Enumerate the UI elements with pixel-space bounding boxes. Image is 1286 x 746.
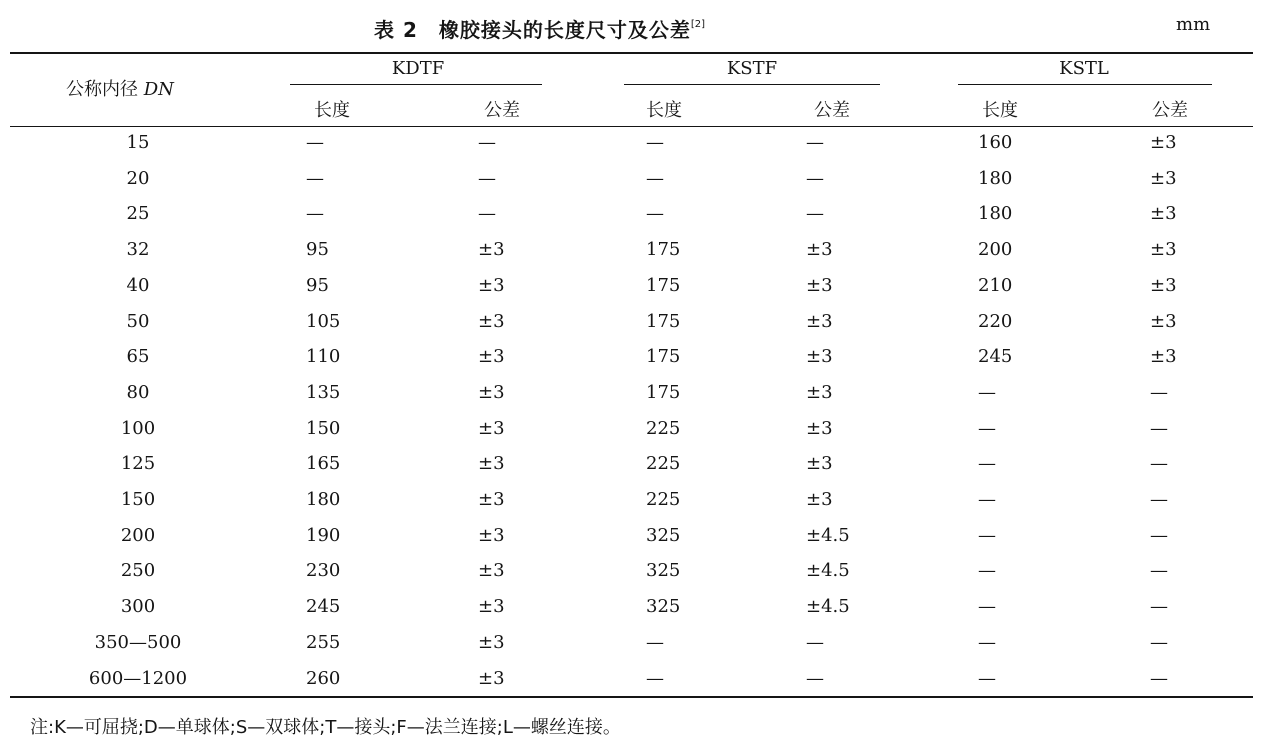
cell-kdtf-length: — [306, 203, 324, 225]
cell-dn: 350—500 [94, 631, 182, 653]
cell-kdtf-tolerance: ±3 [478, 667, 505, 689]
dn-header [66, 75, 174, 101]
cell-kdtf-length: 245 [306, 596, 341, 618]
cell-kstl-length: — [978, 560, 996, 582]
cell-kstf-length: — [646, 667, 664, 689]
top-rule [10, 52, 1253, 54]
cell-kstl-tolerance: ±3 [1150, 239, 1177, 261]
table-row [0, 376, 1286, 412]
subheader-tolerance-kdtf: 公差 [484, 100, 520, 121]
cell-dn: 150 [120, 489, 156, 510]
table-caption [374, 14, 705, 43]
group-header-kstf: KSTF [726, 58, 778, 79]
table-row [0, 340, 1286, 376]
cell-kdtf-tolerance: ±3 [478, 346, 505, 368]
cell-kdtf-length: 105 [306, 310, 341, 332]
cell-kstf-length: 175 [646, 346, 681, 368]
cell-kstl-tolerance: ±3 [1150, 274, 1177, 296]
cell-dn: 15 [126, 132, 150, 153]
reference-marker: [2] [690, 19, 706, 30]
cell-kstl-length: — [978, 381, 996, 403]
table-row [0, 197, 1286, 233]
cell-kdtf-length: 95 [306, 274, 329, 296]
cell-kstl-length: 220 [978, 310, 1013, 332]
cell-kstf-length: 175 [646, 274, 681, 296]
cell-kstl-tolerance: — [1150, 524, 1168, 546]
cell-kstl-length: — [978, 489, 996, 510]
dn-header-label: 公称内径 [66, 79, 144, 100]
cell-kstl-tolerance: — [1150, 596, 1168, 618]
cell-kstl-length: 160 [978, 132, 1013, 153]
group-header-kdtf: KDTF [391, 58, 445, 79]
cell-kstl-tolerance: ±3 [1150, 310, 1177, 332]
cell-kdtf-length: 260 [306, 667, 341, 689]
cell-kstf-length: 225 [646, 453, 681, 475]
table-row [0, 590, 1286, 626]
dn-header-symbol: DN [143, 79, 174, 100]
cell-kstl-length: — [978, 631, 996, 653]
cell-kstf-tolerance: — [806, 667, 824, 689]
cell-kstf-tolerance: ±4.5 [806, 524, 850, 546]
cell-kstf-tolerance: — [806, 167, 824, 189]
cell-kstl-length: 210 [978, 274, 1013, 296]
cell-kdtf-tolerance: ±3 [478, 453, 505, 475]
cell-kstf-tolerance: ±3 [806, 489, 833, 510]
cell-kstf-length: — [646, 167, 664, 189]
cell-kdtf-tolerance: ±3 [478, 417, 505, 439]
cell-kdtf-length: — [306, 167, 324, 189]
table-row [0, 269, 1286, 305]
cell-kdtf-tolerance: ±3 [478, 310, 505, 332]
table-row [0, 162, 1286, 198]
cell-dn: 80 [126, 381, 150, 403]
cell-dn: 32 [126, 239, 150, 261]
cell-kstf-length: — [646, 203, 664, 225]
cell-kstf-length: 225 [646, 417, 681, 439]
cell-kdtf-length: — [306, 132, 324, 153]
group-rule-kstl [958, 84, 1212, 85]
cell-kdtf-tolerance: — [478, 167, 496, 189]
subheader-length-kdtf: 长度 [314, 100, 350, 121]
cell-kstl-length: 200 [978, 239, 1013, 261]
cell-kdtf-tolerance: ±3 [478, 239, 505, 261]
cell-kstf-length: 175 [646, 310, 681, 332]
cell-kstf-length: — [646, 132, 664, 153]
cell-kstl-tolerance: ±3 [1150, 167, 1177, 189]
cell-kstf-length: 175 [646, 239, 681, 261]
cell-kdtf-length: 135 [306, 381, 341, 403]
cell-kstl-tolerance: — [1150, 667, 1168, 689]
cell-kstf-tolerance: ±3 [806, 381, 833, 403]
table-row [0, 483, 1286, 519]
table-title: 表 2 橡胶接头的长度尺寸及公差 [374, 18, 691, 42]
cell-kdtf-tolerance: ±3 [478, 489, 505, 510]
cell-dn: 40 [126, 274, 150, 296]
cell-dn: 600—1200 [88, 667, 188, 689]
table-row [0, 233, 1286, 269]
cell-dn: 50 [126, 310, 150, 332]
cell-dn: 300 [120, 596, 156, 618]
cell-kstl-length: — [978, 596, 996, 618]
cell-kstl-tolerance: — [1150, 381, 1168, 403]
cell-kstl-length: 245 [978, 346, 1013, 368]
cell-kstl-length: — [978, 417, 996, 439]
cell-dn: 25 [126, 203, 150, 225]
cell-kstf-length: 175 [646, 381, 681, 403]
cell-kdtf-tolerance: ±3 [478, 631, 505, 653]
cell-kdtf-tolerance: ±3 [478, 381, 505, 403]
cell-kdtf-length: 190 [306, 524, 341, 546]
cell-dn: 65 [126, 346, 150, 368]
cell-kstf-tolerance: ±3 [806, 453, 833, 475]
cell-kstl-length: — [978, 453, 996, 475]
cell-kstl-tolerance: — [1150, 560, 1168, 582]
cell-kstf-tolerance: — [806, 631, 824, 653]
group-rule-kstf [624, 84, 880, 85]
cell-dn: 100 [120, 417, 156, 439]
cell-kdtf-tolerance: ±3 [478, 274, 505, 296]
cell-kdtf-tolerance: ±3 [478, 560, 505, 582]
table-row [0, 126, 1286, 162]
cell-dn: 20 [126, 167, 150, 189]
cell-kstl-tolerance: — [1150, 631, 1168, 653]
cell-kstf-tolerance: ±3 [806, 310, 833, 332]
cell-kstl-length: — [978, 524, 996, 546]
table-row [0, 519, 1286, 555]
table-note: 注:K—可屈挠;D—单球体;S—双球体;T—接头;F—法兰连接;L—螺丝连接。 [30, 717, 621, 738]
cell-kstl-length: 180 [978, 203, 1013, 225]
group-rule-kdtf [290, 84, 542, 85]
cell-dn: 125 [120, 453, 156, 475]
cell-kstl-tolerance: — [1150, 453, 1168, 475]
table-row [0, 554, 1286, 590]
cell-kstf-tolerance: ±3 [806, 346, 833, 368]
cell-kdtf-length: 180 [306, 489, 341, 510]
cell-dn: 200 [120, 524, 156, 546]
cell-kdtf-tolerance: — [478, 203, 496, 225]
cell-dn: 250 [120, 560, 156, 582]
cell-kdtf-length: 255 [306, 631, 341, 653]
subheader-tolerance-kstl: 公差 [1152, 100, 1188, 121]
cell-kdtf-length: 150 [306, 417, 341, 439]
table-row [0, 305, 1286, 341]
cell-kstl-length: — [978, 667, 996, 689]
cell-kstf-length: 325 [646, 524, 681, 546]
cell-kstl-tolerance: — [1150, 417, 1168, 439]
unit-label: mm [1176, 14, 1211, 35]
cell-kstf-length: 325 [646, 596, 681, 618]
cell-kstf-tolerance: ±3 [806, 239, 833, 261]
cell-kstl-tolerance: ±3 [1150, 203, 1177, 225]
cell-kstf-length: 225 [646, 489, 681, 510]
subheader-length-kstl: 长度 [982, 100, 1018, 121]
cell-kstl-tolerance: ±3 [1150, 132, 1177, 153]
cell-kstf-tolerance: — [806, 132, 824, 153]
cell-kdtf-length: 110 [306, 346, 341, 368]
subheader-tolerance-kstf: 公差 [814, 100, 850, 121]
cell-kstf-tolerance: ±4.5 [806, 560, 850, 582]
table-row [0, 662, 1286, 698]
cell-kstf-tolerance: — [806, 203, 824, 225]
table-row [0, 447, 1286, 483]
group-header-kstl: KSTL [1059, 58, 1109, 79]
cell-kstf-length: 325 [646, 560, 681, 582]
cell-kstf-tolerance: ±4.5 [806, 596, 850, 618]
cell-kstl-tolerance: — [1150, 489, 1168, 510]
cell-kstf-tolerance: ±3 [806, 417, 833, 439]
cell-kdtf-tolerance: — [478, 132, 496, 153]
cell-kstf-length: — [646, 631, 664, 653]
cell-kstf-tolerance: ±3 [806, 274, 833, 296]
cell-kdtf-length: 95 [306, 239, 329, 261]
cell-kdtf-length: 230 [306, 560, 341, 582]
table-row [0, 412, 1286, 448]
cell-kdtf-tolerance: ±3 [478, 596, 505, 618]
table-row [0, 626, 1286, 662]
subheader-length-kstf: 长度 [646, 100, 682, 121]
cell-kstl-tolerance: ±3 [1150, 346, 1177, 368]
cell-kdtf-tolerance: ±3 [478, 524, 505, 546]
cell-kdtf-length: 165 [306, 453, 341, 475]
cell-kstl-length: 180 [978, 167, 1013, 189]
